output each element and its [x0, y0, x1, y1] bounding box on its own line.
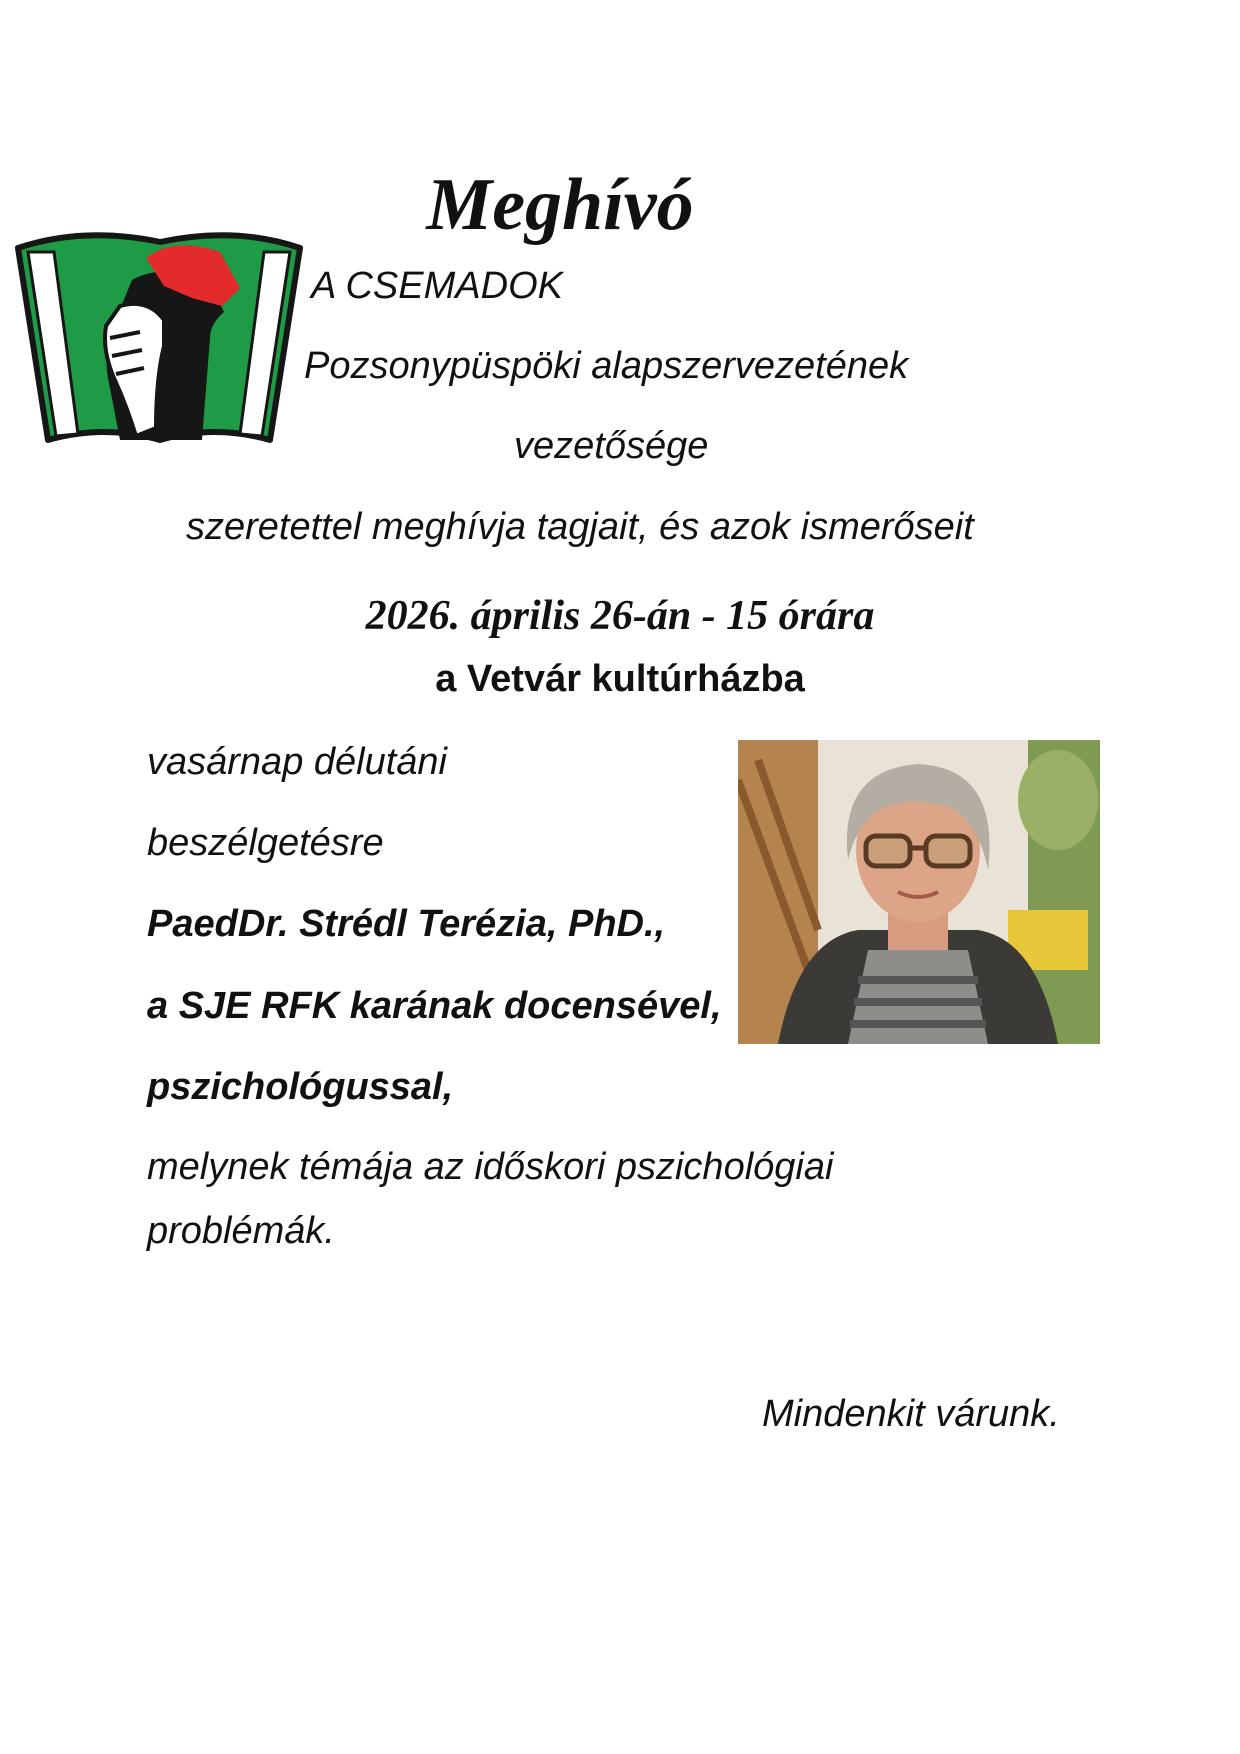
event-date-time: 2026. április 26-án - 15 órára	[365, 593, 875, 639]
page-title: Meghívó	[426, 164, 694, 246]
event-line-1: vasárnap délutáni	[147, 741, 447, 783]
event-venue: a Vetvár kultúrházba	[435, 658, 805, 700]
speaker-role: a SJE RFK karának docensével,	[147, 985, 722, 1027]
csemadok-logo	[14, 228, 304, 450]
organizer-line-2: Pozsonypüspöki alapszervezetének	[304, 345, 909, 387]
topic-line-2: problémák.	[147, 1210, 335, 1252]
closing-text: Mindenkit várunk.	[762, 1393, 1060, 1435]
speaker-photo	[738, 740, 1100, 1044]
organizer-line-3: vezetősége	[514, 425, 709, 467]
invite-line: szeretettel meghívja tagjait, és azok ismerőseit	[186, 506, 974, 548]
organizer-line-1: A CSEMADOK	[311, 265, 563, 307]
topic-line-1: melynek témája az időskori pszichológiai	[147, 1146, 834, 1188]
event-line-2: beszélgetésre	[147, 822, 384, 864]
speaker-name: PaedDr. Strédl Terézia, PhD.,	[147, 903, 666, 945]
speaker-profession: pszichológussal,	[147, 1066, 454, 1108]
